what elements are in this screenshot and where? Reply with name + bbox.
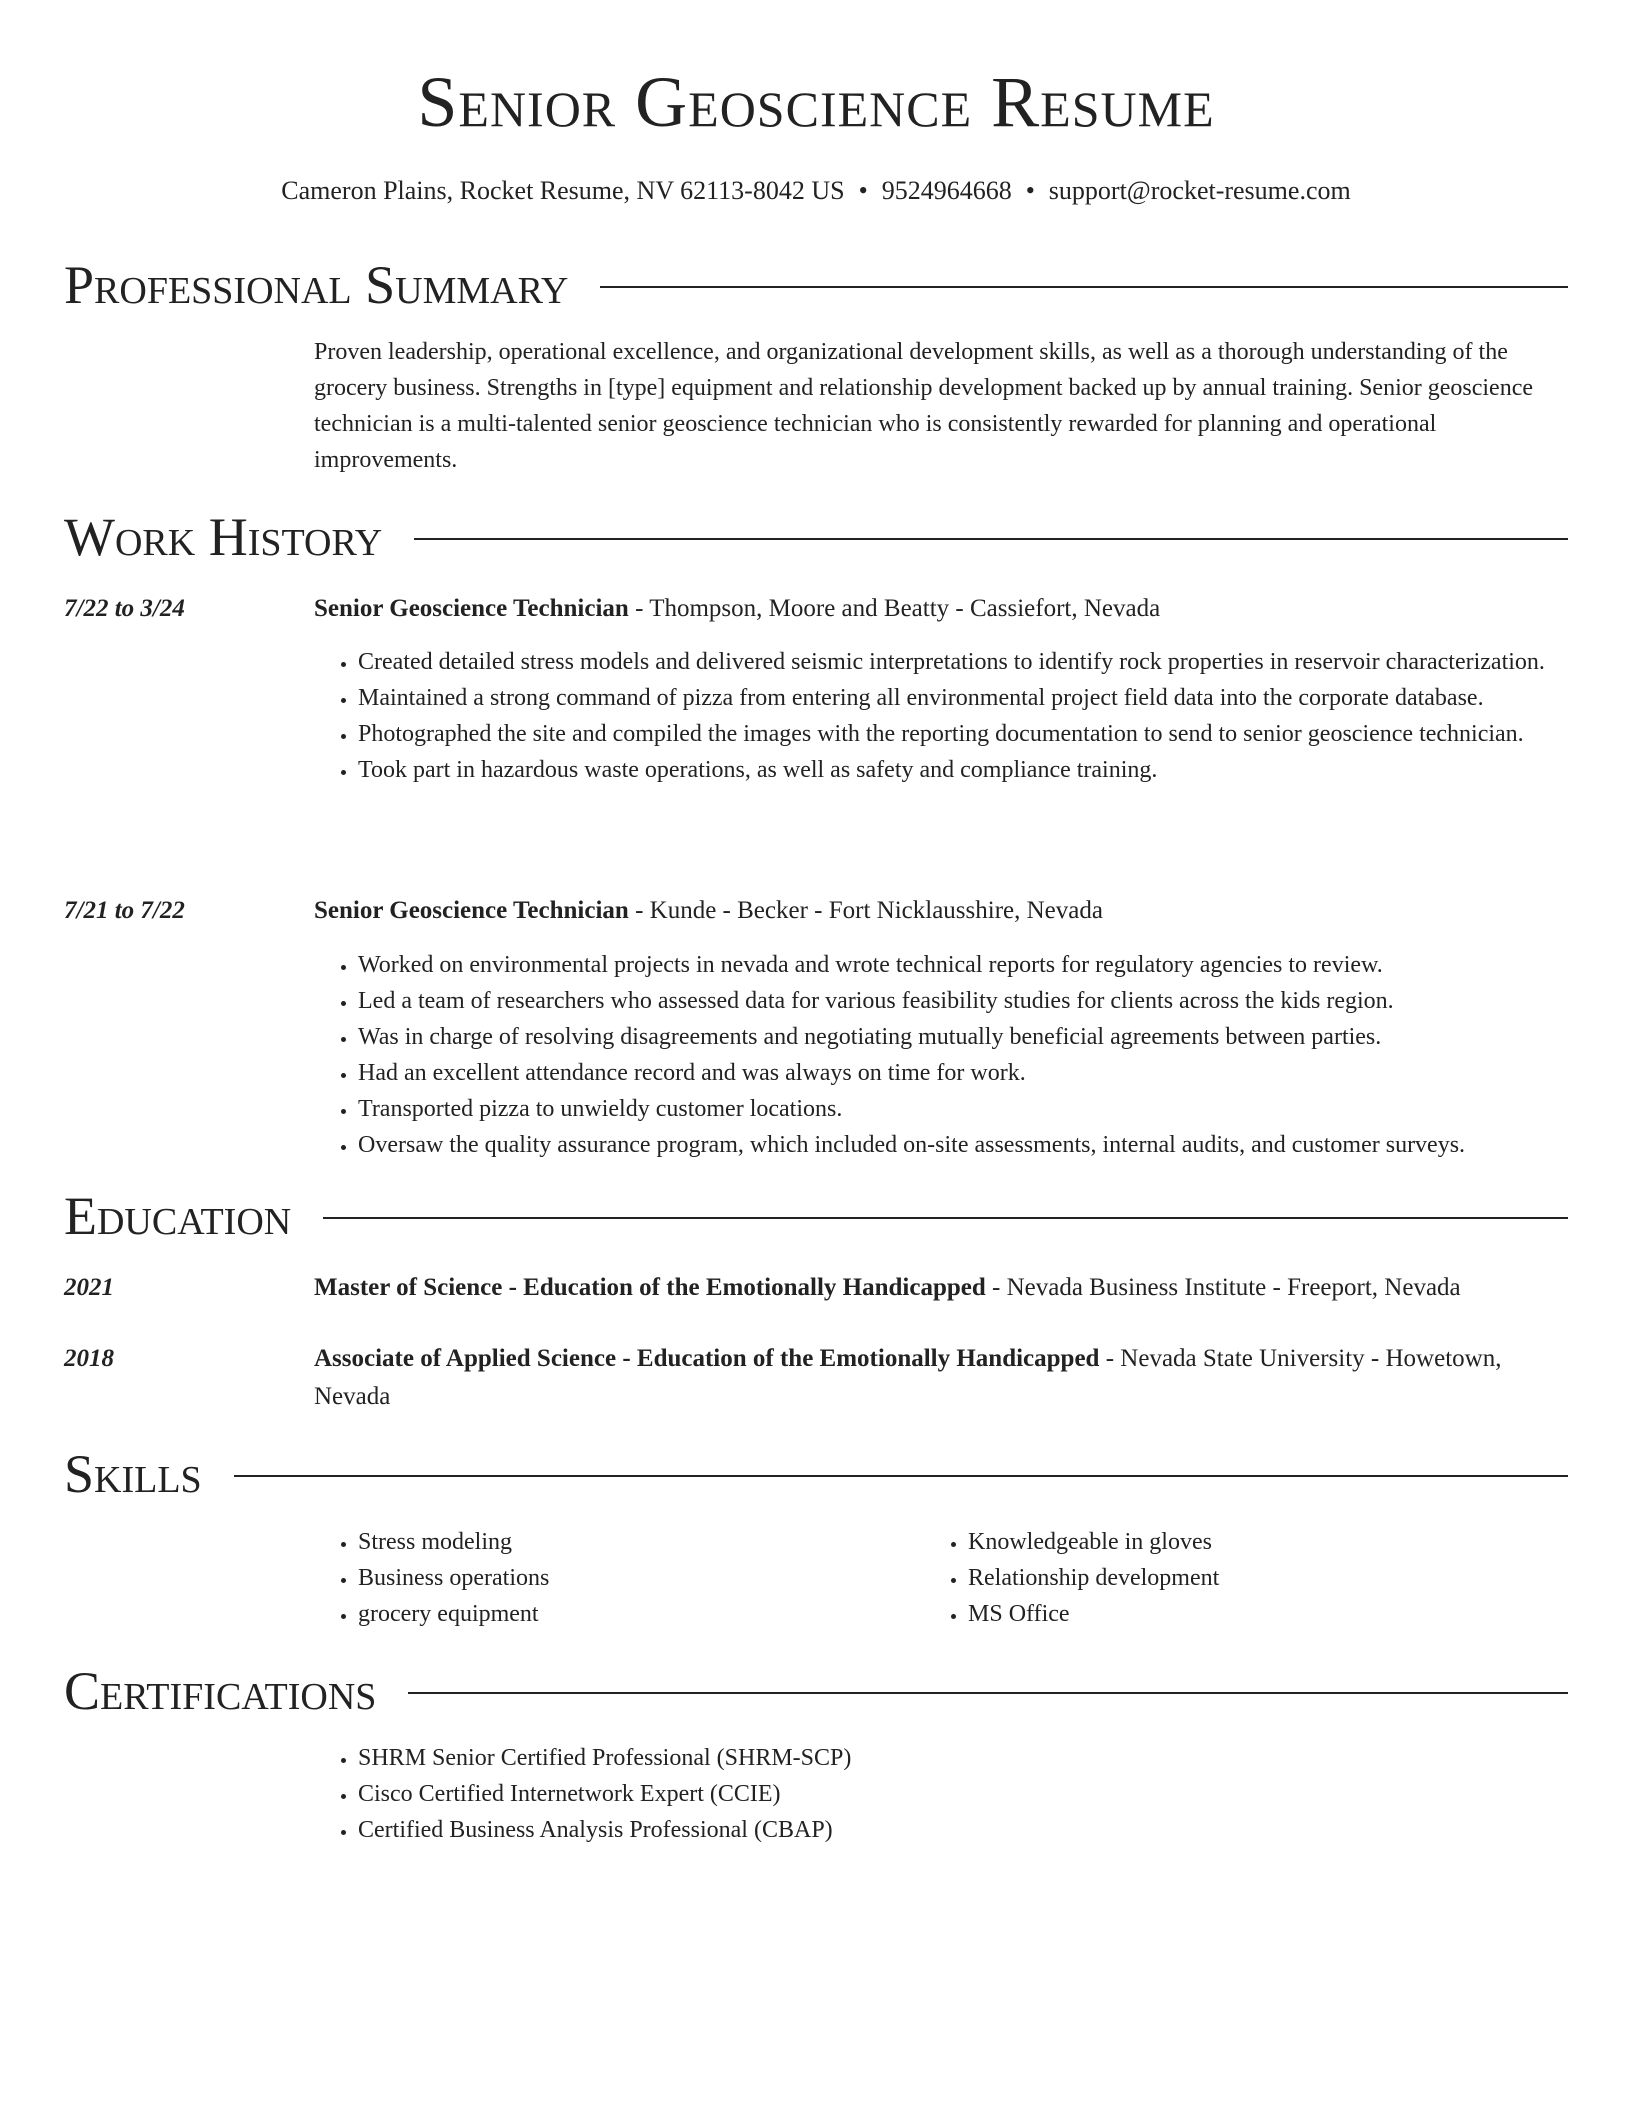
section-divider: [414, 538, 1568, 540]
list-item: • Was in charge of resolving disagreements and negotiating mutually beneficial agreements between parties.: [358, 1019, 1568, 1055]
certifications-section-header: [64, 1659, 1568, 1723]
education-year: 2021: [64, 1274, 114, 1301]
section-divider: [600, 286, 1568, 288]
list-item: • Took part in hazardous waste operations, as well as safety and compliance training.: [358, 752, 1568, 788]
list-item: • Oversaw the quality assurance program, which included on-site assessments, internal audits, and customer surveys.: [358, 1127, 1568, 1163]
education-entry: [314, 1269, 1568, 1307]
skills-list-right: [924, 1524, 1524, 1632]
job-heading: [314, 590, 1568, 628]
contact-address: Cameron Plains, Rocket Resume, NV 62113-8042 US: [281, 176, 845, 205]
list-item: • SHRM Senior Certified Professional (SHRM-SCP): [358, 1740, 1568, 1776]
list-item: • Relationship development: [968, 1560, 1524, 1596]
list-item: • Created detailed stress models and delivered seismic interpretations to identify rock properties in reservoir characterization.: [358, 644, 1568, 680]
job-dates: 7/22 to 3/24: [64, 595, 185, 622]
education-school: - Nevada Business Institute - Freeport, Nevada: [985, 1274, 1461, 1301]
job-bullets: [314, 947, 1568, 1163]
job-bullets: [314, 644, 1568, 788]
summary-heading: Professional Summary: [64, 255, 569, 315]
job-title: Senior Geoscience Technician: [314, 897, 629, 924]
list-item: • Transported pizza to unwieldy customer locations.: [358, 1091, 1568, 1127]
work-heading: Work History: [64, 507, 383, 567]
certifications-list: [314, 1740, 1568, 1848]
contact-email: support@rocket-resume.com: [1048, 176, 1351, 205]
summary-text: Proven leadership, operational excellence, and organizational development skills, as well as a thorough understanding of the grocery business. Strengths in [type] equipment and relationship development backed up by annual training. Senior geoscience technician is a multi-talented senior geoscience technician who is consistently rewarded for planning and operational improvements.: [314, 339, 1534, 473]
job-title: Senior Geoscience Technician: [314, 595, 629, 622]
contact-phone: 9524964668: [881, 176, 1012, 205]
job-dates: 7/21 to 7/22: [64, 897, 185, 924]
certifications-heading: Certifications: [64, 1661, 377, 1721]
education-heading: Education: [64, 1186, 292, 1246]
skills-section-header: [64, 1442, 1568, 1506]
list-item: • Stress modeling: [358, 1524, 914, 1560]
list-item: • Worked on environmental projects in nevada and wrote technical reports for regulatory agencies to review.: [358, 947, 1568, 983]
list-item: • grocery equipment: [358, 1596, 914, 1632]
contact-separator: •: [858, 176, 868, 205]
summary-section-header: [64, 253, 1568, 317]
education-year: 2018: [64, 1345, 114, 1372]
list-item: • Led a team of researchers who assessed data for various feasibility studies for clients across the kids region.: [358, 983, 1568, 1019]
section-divider: [408, 1692, 1568, 1694]
education-section-header: [64, 1184, 1568, 1248]
list-item: • Maintained a strong command of pizza from entering all environmental project field data into the corporate database.: [358, 680, 1568, 716]
education-school: - Nevada State University - Howetown, Nevada: [314, 1345, 1502, 1410]
list-item: • Had an excellent attendance record and was always on time for work.: [358, 1055, 1568, 1091]
skills-heading: Skills: [64, 1444, 202, 1504]
job-heading: [314, 892, 1568, 930]
list-item: • Knowledgeable in gloves: [968, 1524, 1524, 1560]
contact-line: [64, 174, 1568, 208]
education-entry: [314, 1340, 1568, 1416]
job-employer: - Thompson, Moore and Beatty - Cassiefort, Nevada: [628, 595, 1161, 622]
list-item: • MS Office: [968, 1596, 1524, 1632]
skills-list-left: [314, 1524, 914, 1632]
education-degree: Master of Science - Education of the Emotionally Handicapped: [314, 1274, 986, 1301]
list-item: • Photographed the site and compiled the images with the reporting documentation to send to senior geoscience technician.: [358, 716, 1568, 752]
job-employer: - Kunde - Becker - Fort Nicklausshire, Nevada: [628, 897, 1103, 924]
contact-separator: •: [1025, 176, 1035, 205]
education-degree: Associate of Applied Science - Education of the Emotionally Handicapped: [314, 1345, 1100, 1372]
list-item: • Cisco Certified Internetwork Expert (CCIE): [358, 1776, 1568, 1812]
resume-title: Senior Geoscience Resume: [417, 62, 1215, 142]
list-item: • Certified Business Analysis Professional (CBAP): [358, 1812, 1568, 1848]
list-item: • Business operations: [358, 1560, 914, 1596]
section-divider: [323, 1217, 1568, 1219]
work-section-header: [64, 505, 1568, 569]
section-divider: [234, 1475, 1568, 1477]
